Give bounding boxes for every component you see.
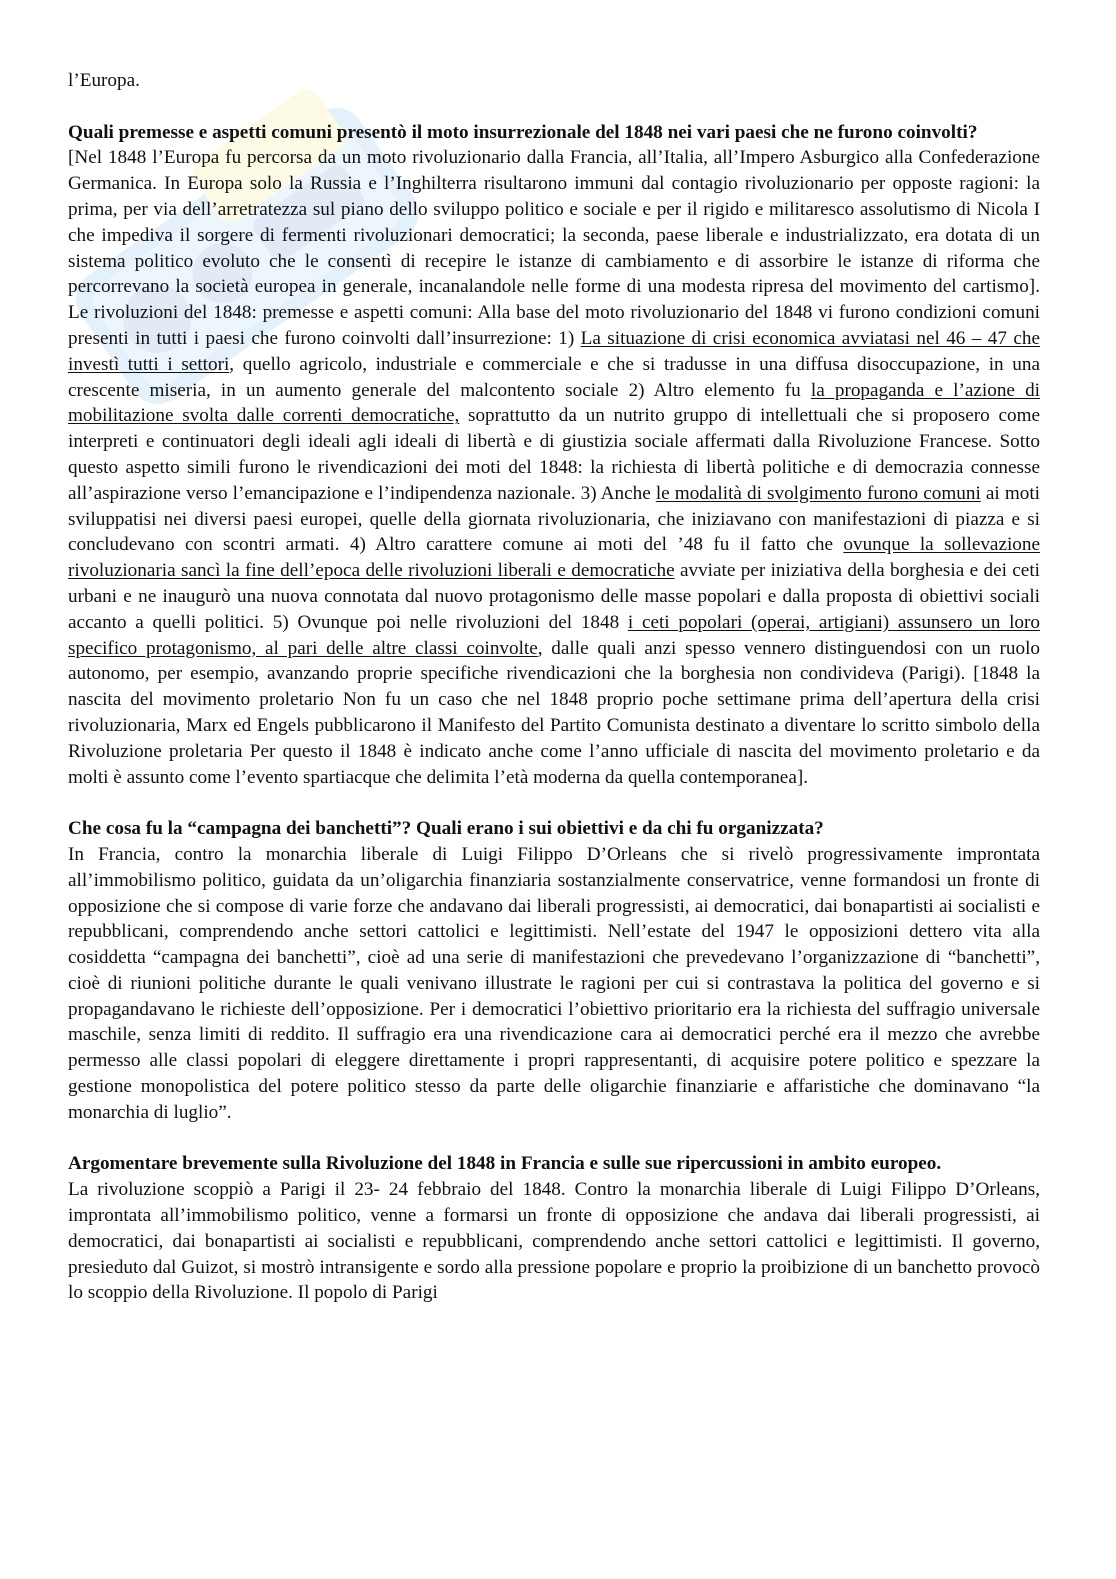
underlined-phrase-popular-classes: i ceti popolari (operai, artigiani) assunsero un loro specifico protagonismo, al pari delle altre classi coinvolte (68, 611, 1040, 659)
answer-french-revolution-1848: La rivoluzione scoppiò a Parigi il 23- 24 febbraio del 1848. Contro la monarchia liberale di Luigi Filippo D’Orleans, improntata all’immobilismo politico, venne a formarsi un fronte di opposizione che andava dai liberali progressisti, ai democratici, dai bonapartisti ai socialisti e repubblicani, comprendendo anche settori cattolici e legittimisti. Il governo, presieduto dal Guizot, si mostrò intransigente e sordo alla pressione popolare e proprio la proibizione di un banchetto provocò lo scoppio della Rivoluzione. Il popolo di Parigi (68, 1179, 1040, 1304)
question-french-revolution-1848: Argomentare brevemente sulla Rivoluzione del 1848 in Francia e sulle sue ripercussioni in ambito europeo. (68, 1153, 942, 1175)
answer-text-part: [Nel 1848 l’Europa fu percorsa da un moto rivoluzionario dalla Francia, all’Italia, all’Impero Asburgico alla Confederazione Germanica. In Europa solo la Russia e l’Inghilterra risultarono immuni dal contagio rivoluzionario per opposte ragioni: la prima, per via dell’arretratezza sul piano dello sviluppo politico e sociale e per il rigido e militaresco assolutismo di Nicola I che impediva il sorgere di fermenti rivoluzionari democratici; la seconda, paese liberale e industrializzato, era dotata di un sistema politico evoluto che le consentì di recepire le istanze di cambiamento e di assorbire le istanze di riforma che percorrevano la società europea in generale, incanalandole nelle forme di una modesta ripresa del movimento del cartismo]. Le rivoluzioni del 1848: premesse e aspetti comuni: Alla base del moto rivoluzionario del 1848 vi furono condizioni comuni presenti in tutti i paesi che furono coinvolti dall’insurrezione: 1) (68, 147, 1040, 349)
intro-line: l’Europa. (68, 70, 140, 91)
underlined-phrase-economic-crisis: La situazione di crisi economica avviatasi nel 46 – 47 che investì tutti i settori (68, 327, 1040, 375)
underlined-phrase-end-of-epoch: ovunque la sollevazione rivoluzionaria sancì la fine dell’epoca delle rivoluzioni liberali e democratiche (68, 534, 1041, 582)
answer-text-part: soprattutto da un nutrito gruppo di intellettuali che si proposero come interpreti e continuatori degli ideali agli ideali di libertà e di giustizia sociale affermati dalla Rivoluzione Francese. Sotto questo aspetto simili furono le rivendicazioni dei moti del 1848: la richiesta di libertà politiche e di democrazia connesse all’aspirazione verso l’emancipazione e l’indipendenza nazionale. 3) Anche (68, 405, 1041, 504)
answer-text-part: ai moti sviluppatisi nei diversi paesi europei, quelle della giornata rivoluzionaria, che iniziavano con manifestazioni di piazza e si concludevano con scontri armati. 4) Altro carattere comune ai moti del ’48 fu il fatto che (68, 482, 1041, 556)
question-1848-premises: Quali premesse e aspetti comuni presentò il moto insurrezionale del 1848 nei vari paesi che ne furono coinvolti? (68, 121, 978, 143)
answer-1848-premises (68, 145, 1040, 790)
answer-banquet-campaign: In Francia, contro la monarchia liberale di Luigi Filippo D’Orleans che si rivelò progressivamente improntata all’immobilismo politico, guidata da un’oligarchia finanziaria sostanzialmente conservatrice, venne formandosi un fronte di opposizione che si compose di varie forze che andavano dai liberali progressisti, ai democratici, dai bonapartisti ai socialisti e repubblicani, comprendendo anche settori cattolici e legittimisti. Nell’estate del 1947 le opposizioni dettero vita alla cosiddetta “campagna dei banchetti”, cioè ad una serie di manifestazioni che prevedevano l’organizzazione di “banchetti”, cioè di riunioni politiche durante le quali venivano illustrate le ragioni per cui si contrastava la politica del governo e si propagandavano le richieste dell’opposizione. Per i democratici l’obiettivo prioritario era la richiesta del suffragio universale maschile, senza limiti di reddito. Il suffragio era una rivendicazione cara ai democratici perché era il mezzo che avrebbe permesso alle classi popolari di eleggere direttamente i propri rappresentanti, di acquisire potere politico e spezzare la gestione monopolistica del potere politico stesso da parte delle oligarchie finanziarie e affaristiche che dominavano “la monarchia di luglio”. (68, 843, 1040, 1123)
underlined-phrase-propaganda: la propaganda e l’azione di mobilitazione svolta dalle correnti democratiche, (68, 379, 1041, 427)
answer-text-part: avviate per iniziativa della borghesia e dei ceti urbani e ne inaugurò una nuova connotata dal nuovo protagonismo delle masse popolari e dalla proposta di obiettivi sociali accanto a quelli politici. 5) Ovunque poi nelle rivoluzioni del 1848 (68, 560, 1040, 633)
answer-text-part: , dalle quali anzi spesso vennero distinguendosi con un ruolo autonomo, per esempio, avanzando proprie specifiche rivendicazioni che la borghesia non condivideva (Parigi). [1848 la nascita del movimento proletario Non fu un caso che nel 1848 proprio poche settimane prima dell’apertura della crisi rivoluzionaria, Marx ed Engels pubblicarono il Manifesto del Partito Comunista destinato a diventare lo scritto simbolo della Rivoluzione proletaria Per questo il 1848 è indicato anche come l’anno ufficiale di nascita del movimento proletario e da molti è assunto come l’evento spartiacque che delimita l’età moderna da quella contemporanea]. (68, 637, 1040, 788)
answer-text-part: , quello agricolo, industriale e commerciale e che si tradusse in una diffusa disoccupazione, in una crescente miseria, in un aumento generale del malcontento sociale 2) Altro elemento fu (68, 353, 1040, 401)
question-banquet-campaign: Che cosa fu la “campagna dei banchetti”? Quali erano i sui obiettivi e da chi fu organizzata? (68, 818, 824, 840)
underlined-phrase-modalities: le modalità di svolgimento furono comuni (655, 482, 981, 504)
document-text (68, 68, 1040, 1306)
